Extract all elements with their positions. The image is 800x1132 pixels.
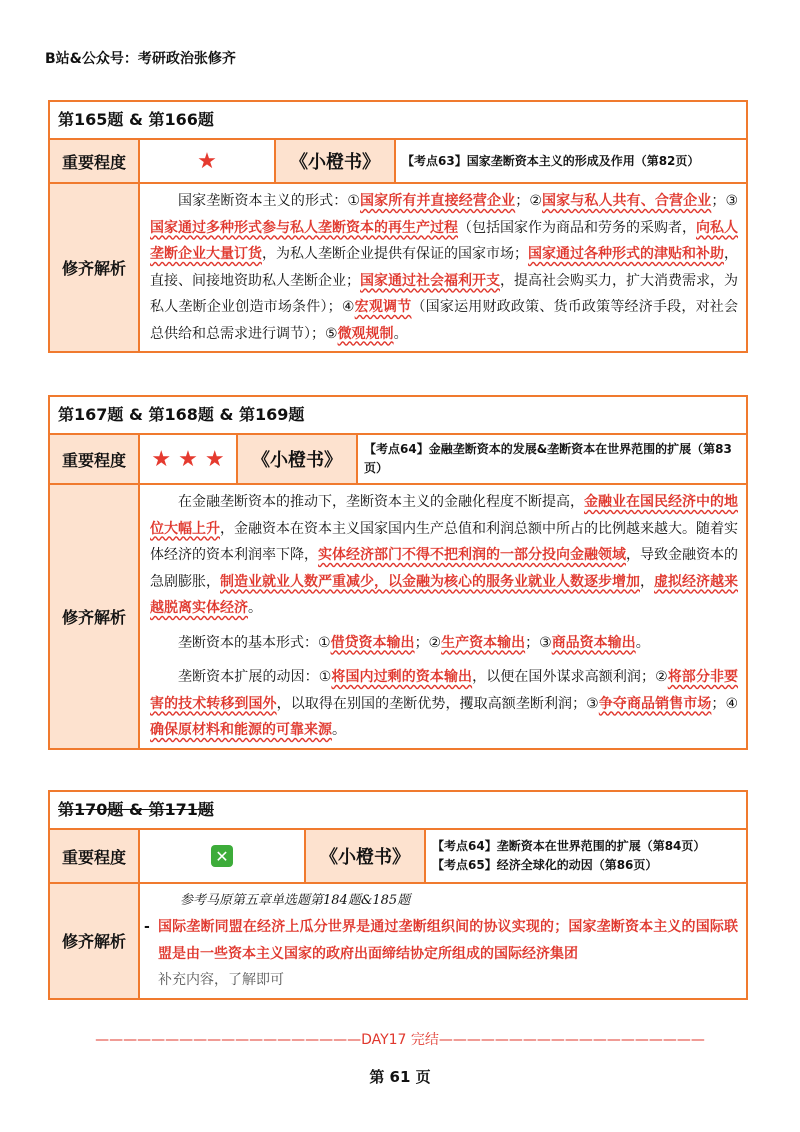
analysis-text: [140, 884, 746, 998]
reference-note: 参考马原第五章单选题第184题&185题: [180, 893, 411, 908]
text-segment: 在金融垄断资本的推动下，垄断资本主义的金融化程度不断提高，: [178, 494, 584, 510]
card-title: 第167题 & 第168题 & 第169题: [50, 397, 746, 435]
highlighted-text: 商品资本输出: [551, 634, 636, 651]
analysis-label: 修齐解析: [50, 485, 140, 748]
highlighted-text: 借贷资本输出: [330, 634, 415, 651]
importance-label: 重要程度: [50, 830, 140, 882]
highlighted-text: 微观规制: [337, 325, 394, 342]
highlighted-text: 争夺商品销售市场: [598, 695, 712, 712]
highlighted-text: 国家通过多种形式参与私人垄断资本的再生产过程: [150, 219, 458, 236]
text-segment: 。: [248, 600, 262, 616]
highlighted-text: 国家所有并直接经营企业: [360, 193, 516, 209]
text-segment: ；④: [711, 695, 738, 712]
exam-point-text: 【考点64】金融垄断资本的发展&垄断资本在世界范围的扩展（第83页）: [364, 442, 732, 475]
importance-label: 重要程度: [50, 435, 140, 483]
list-item: [144, 914, 738, 967]
question-card-165-166: [48, 100, 748, 353]
analysis-text: [140, 184, 746, 351]
analysis-label: 修齐解析: [50, 884, 140, 998]
highlighted-text: 国家通过各种形式的津贴和补助: [528, 246, 724, 262]
text-segment: 。: [635, 634, 650, 651]
highlighted-text: 向私人垄断企业大量订货: [150, 219, 738, 262]
text-segment: 。: [393, 325, 408, 342]
question-card-170-171: [48, 790, 748, 1000]
card-title: 第165题 & 第166题: [50, 102, 746, 140]
exam-point-text: 【考点63】国家垄断资本主义的形成及作用（第82页）: [402, 153, 700, 168]
text-segment: （国家运用财政政策、货币政策等经济手段，对社会总供给和总需求进行调节）；⑤: [150, 299, 738, 342]
book-title: 《小橙书》: [276, 140, 396, 182]
exam-point-text: 【考点65】经济全球化的动因（第86页）: [432, 858, 658, 872]
text-segment: 垄断资本扩展的动因：①: [178, 669, 332, 685]
analysis-row: [50, 884, 746, 998]
analysis-row: [50, 184, 746, 351]
text-segment: 国家垄断资本主义的形式：①: [178, 193, 360, 209]
text-segment: ，金融资本在资本主义国家国内生产总值和利润总额中所占的比例越来越大。随着实体经济的资本利润率下降，: [150, 520, 738, 563]
day-end-divider: ———————————————————DAY17 完结———————————————————: [95, 1032, 705, 1048]
text-segment: ；②: [414, 634, 442, 651]
text-segment: ，直接、间接地资助私人垄断企业；: [150, 246, 738, 289]
importance-row: [50, 830, 746, 884]
highlighted-text: 国家与私人共有、合营企业: [542, 193, 712, 209]
importance-row: [50, 435, 746, 485]
analysis-row: [50, 485, 746, 748]
key-statement: 国际垄断同盟在经济上瓜分世界是通过垄断组织间的协议实现的；国家垄断资本主义的国际联盟是由一些资本主义国家的政府出面缔结协定所组成的国际经济集团: [158, 919, 738, 962]
cross-mark-icon: ✕: [211, 845, 233, 867]
highlighted-text: 国家通过社会福利开支: [360, 272, 500, 289]
analysis-text: [140, 485, 746, 748]
header-text: B站&公众号：考研政治张修齐: [45, 51, 236, 67]
text-segment: ，以便在国外谋求高额利润；②: [472, 669, 668, 685]
text-segment: ；③: [711, 193, 738, 209]
importance-cell: [140, 830, 306, 882]
importance-label: 重要程度: [50, 140, 140, 182]
star-rating: ★: [140, 140, 276, 182]
card-title-text: 第170题 & 第171题: [58, 800, 214, 819]
card-title: [50, 792, 746, 830]
highlighted-text: 确保原材料和能源的可靠来源: [150, 722, 332, 738]
text-segment: ，: [640, 573, 654, 590]
book-title: 《小橙书》: [306, 830, 426, 882]
exam-point: [358, 435, 746, 483]
exam-point: [426, 830, 746, 882]
highlighted-text: 将国内过剩的资本输出: [331, 669, 473, 685]
exam-point-text: 【考点64】垄断资本在世界范围的扩展（第84页）: [432, 839, 706, 853]
text-segment: ；②: [515, 193, 542, 209]
text-segment: ，导致金融资本的急剧膨胀，: [150, 547, 738, 590]
text-segment: ，提高社会购买力，扩大消费需求，为私人垄断企业创造市场条件）；④: [150, 272, 738, 315]
star-rating: ★ ★ ★: [140, 435, 238, 483]
exam-point: [396, 140, 746, 182]
analysis-paragraph: [150, 188, 738, 347]
highlighted-text: 实体经济部门不得不把利润的一部分投向金融领域: [318, 547, 626, 563]
analysis-paragraph: [150, 630, 738, 657]
book-title: 《小橙书》: [238, 435, 358, 483]
text-segment: ，为私人垄断企业提供有保证的国家市场；: [262, 246, 528, 262]
question-card-167-169: [48, 395, 748, 750]
highlighted-text: 将部分非要害的技术转移到国外: [150, 669, 739, 712]
dash-bullet: -: [144, 919, 150, 935]
page-number: 第 61 页: [369, 1068, 431, 1086]
importance-row: [50, 140, 746, 184]
text-segment: 。: [332, 722, 346, 738]
analysis-paragraph: [150, 489, 738, 622]
highlighted-text: 金融业在国民经济中的地位大幅上升: [150, 494, 738, 537]
highlighted-text: 生产资本输出: [441, 634, 526, 651]
highlighted-text: 制造业就业人数严重减少，以金融为核心的服务业就业人数逐步增加: [220, 573, 640, 590]
text-segment: ；③: [525, 634, 552, 651]
text-segment: 垄断资本的基本形式：①: [178, 634, 331, 651]
analysis-paragraph: [150, 664, 738, 744]
text-segment: （包括国家作为商品和劳务的采购者，: [458, 219, 696, 236]
highlighted-text: 宏观调节: [354, 299, 412, 315]
analysis-label: 修齐解析: [50, 184, 140, 351]
text-segment: ，以取得在别国的垄断优势，攫取高额垄断利润；③: [276, 695, 599, 712]
supplement-note: 补充内容，了解即可: [158, 972, 284, 988]
highlighted-text: 虚拟经济越来越脱离实体经济: [150, 573, 738, 616]
